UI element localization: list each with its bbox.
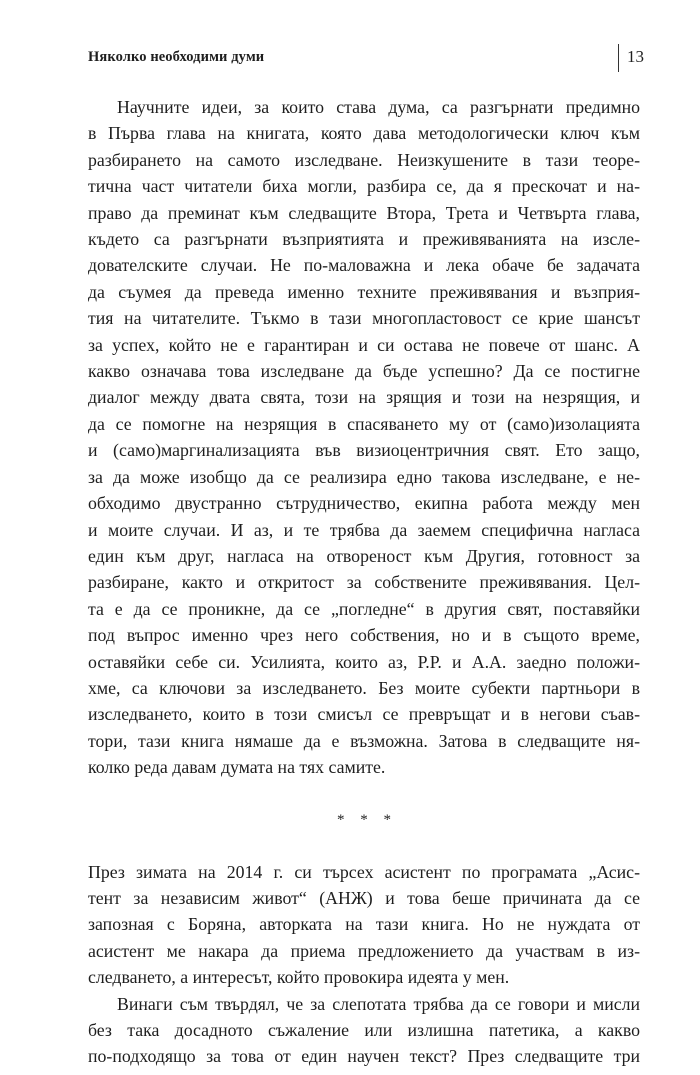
text-line: в Първа глава на книгата, която дава методологически ключ към bbox=[88, 123, 640, 144]
text-line: където са разгърнати възприятията и преживяванията на изсле- bbox=[88, 229, 640, 250]
text-line: та е да се проникне, да се „погледне“ в другия свят, поставяйки bbox=[88, 598, 640, 619]
text-line: тична част читатели биха могли, разбира се, да я прескочат и на- bbox=[88, 176, 640, 197]
header-divider bbox=[618, 44, 619, 72]
text-line: Винаги съм твърдял, че за слепотата трябва да се говори и мисли bbox=[117, 993, 640, 1014]
paragraph-2 bbox=[88, 859, 640, 991]
text-line: дователските случаи. Не по-маловажна и лека обаче бе задачата bbox=[88, 255, 640, 276]
text-line: запозная с Боряна, авторката на тази книга. Но не нуждата от bbox=[88, 914, 640, 935]
text-line: тент за независим живот“ (АНЖ) и това беше причината да се bbox=[88, 887, 640, 908]
page-number: 13 bbox=[627, 47, 644, 66]
text-line: да съумея да преведа именно техните преживявания и възприя- bbox=[88, 281, 640, 302]
text-line: обходимо двустранно сътрудничество, екипна работа между мен bbox=[88, 493, 640, 514]
text-line: разбирането на самото изследване. Неизкушените в тази теоре- bbox=[88, 149, 640, 170]
text-line: да се помогне на незрящия в спасяването му от (само)изолацията bbox=[88, 413, 640, 434]
paragraph-3 bbox=[88, 991, 640, 1070]
text-line: диалог между двата свята, този на зрящия и този на незрящия, и bbox=[88, 387, 640, 408]
text-line: асистент ме накара да приема предложението да участвам в из- bbox=[88, 940, 640, 961]
text-line: един към друг, нагласа на отвореност към Другия, готовност за bbox=[88, 545, 640, 566]
text-line: През зимата на 2014 г. си търсех асистент по програмата „Асис- bbox=[88, 861, 640, 882]
text-line: следването, а интересът, който провокира идеята у мен. bbox=[88, 967, 510, 988]
text-line: разбиране, както и откритост за собствените преживявания. Цел- bbox=[88, 572, 640, 593]
text-line: хме, са ключови за изследването. Без моите субекти партньори в bbox=[88, 677, 640, 698]
text-line: Научните идеи, за които става дума, са разгърнати предимно bbox=[117, 97, 640, 117]
text-line: какво означава това изследване да бъде успешно? Да се постигне bbox=[88, 361, 640, 382]
text-line: за успех, който не е гарантиран и си остава не повече от шанс. А bbox=[88, 334, 640, 355]
text-line: и моите случаи. И аз, и те трябва да заемем специфична нагласа bbox=[88, 519, 640, 540]
text-line: оставяйки себе си. Усилията, които аз, Р.Р. и А.А. заедно положи- bbox=[88, 651, 640, 672]
text-line: без така досадното съжаление или излишна патетика, а какво bbox=[88, 1020, 640, 1040]
text-line: право да преминат към следващите Втора, Трета и Четвърта глава, bbox=[88, 202, 640, 223]
body-text bbox=[88, 94, 640, 1070]
text-line: изследването, които в този смисъл се превръщат и в негови съав- bbox=[88, 704, 640, 725]
text-line: и (само)маргинализацията във визиоцентричния свят. Ето защо, bbox=[88, 440, 640, 461]
text-line: за да може изобщо да се реализира едно такова изследване, е не- bbox=[88, 466, 640, 487]
text-line: колко реда давам думата на тях самите. bbox=[88, 757, 386, 778]
paragraph-1 bbox=[88, 94, 640, 781]
running-header bbox=[88, 44, 644, 74]
text-line: тия на читателите. Тъкмо в тази многопластовост се крие шансът bbox=[88, 308, 640, 329]
section-separator: * * * bbox=[337, 811, 397, 828]
text-line: тори, тази книга нямаше да е възможна. Затова в следващите ня- bbox=[88, 730, 640, 751]
running-title: Няколко необходими думи bbox=[88, 49, 265, 65]
text-line: по-подходящо за това от един научен текст? През следващите три bbox=[88, 1046, 640, 1067]
text-line: под въпрос именно чрез него собствения, но и в същото време, bbox=[88, 625, 640, 646]
